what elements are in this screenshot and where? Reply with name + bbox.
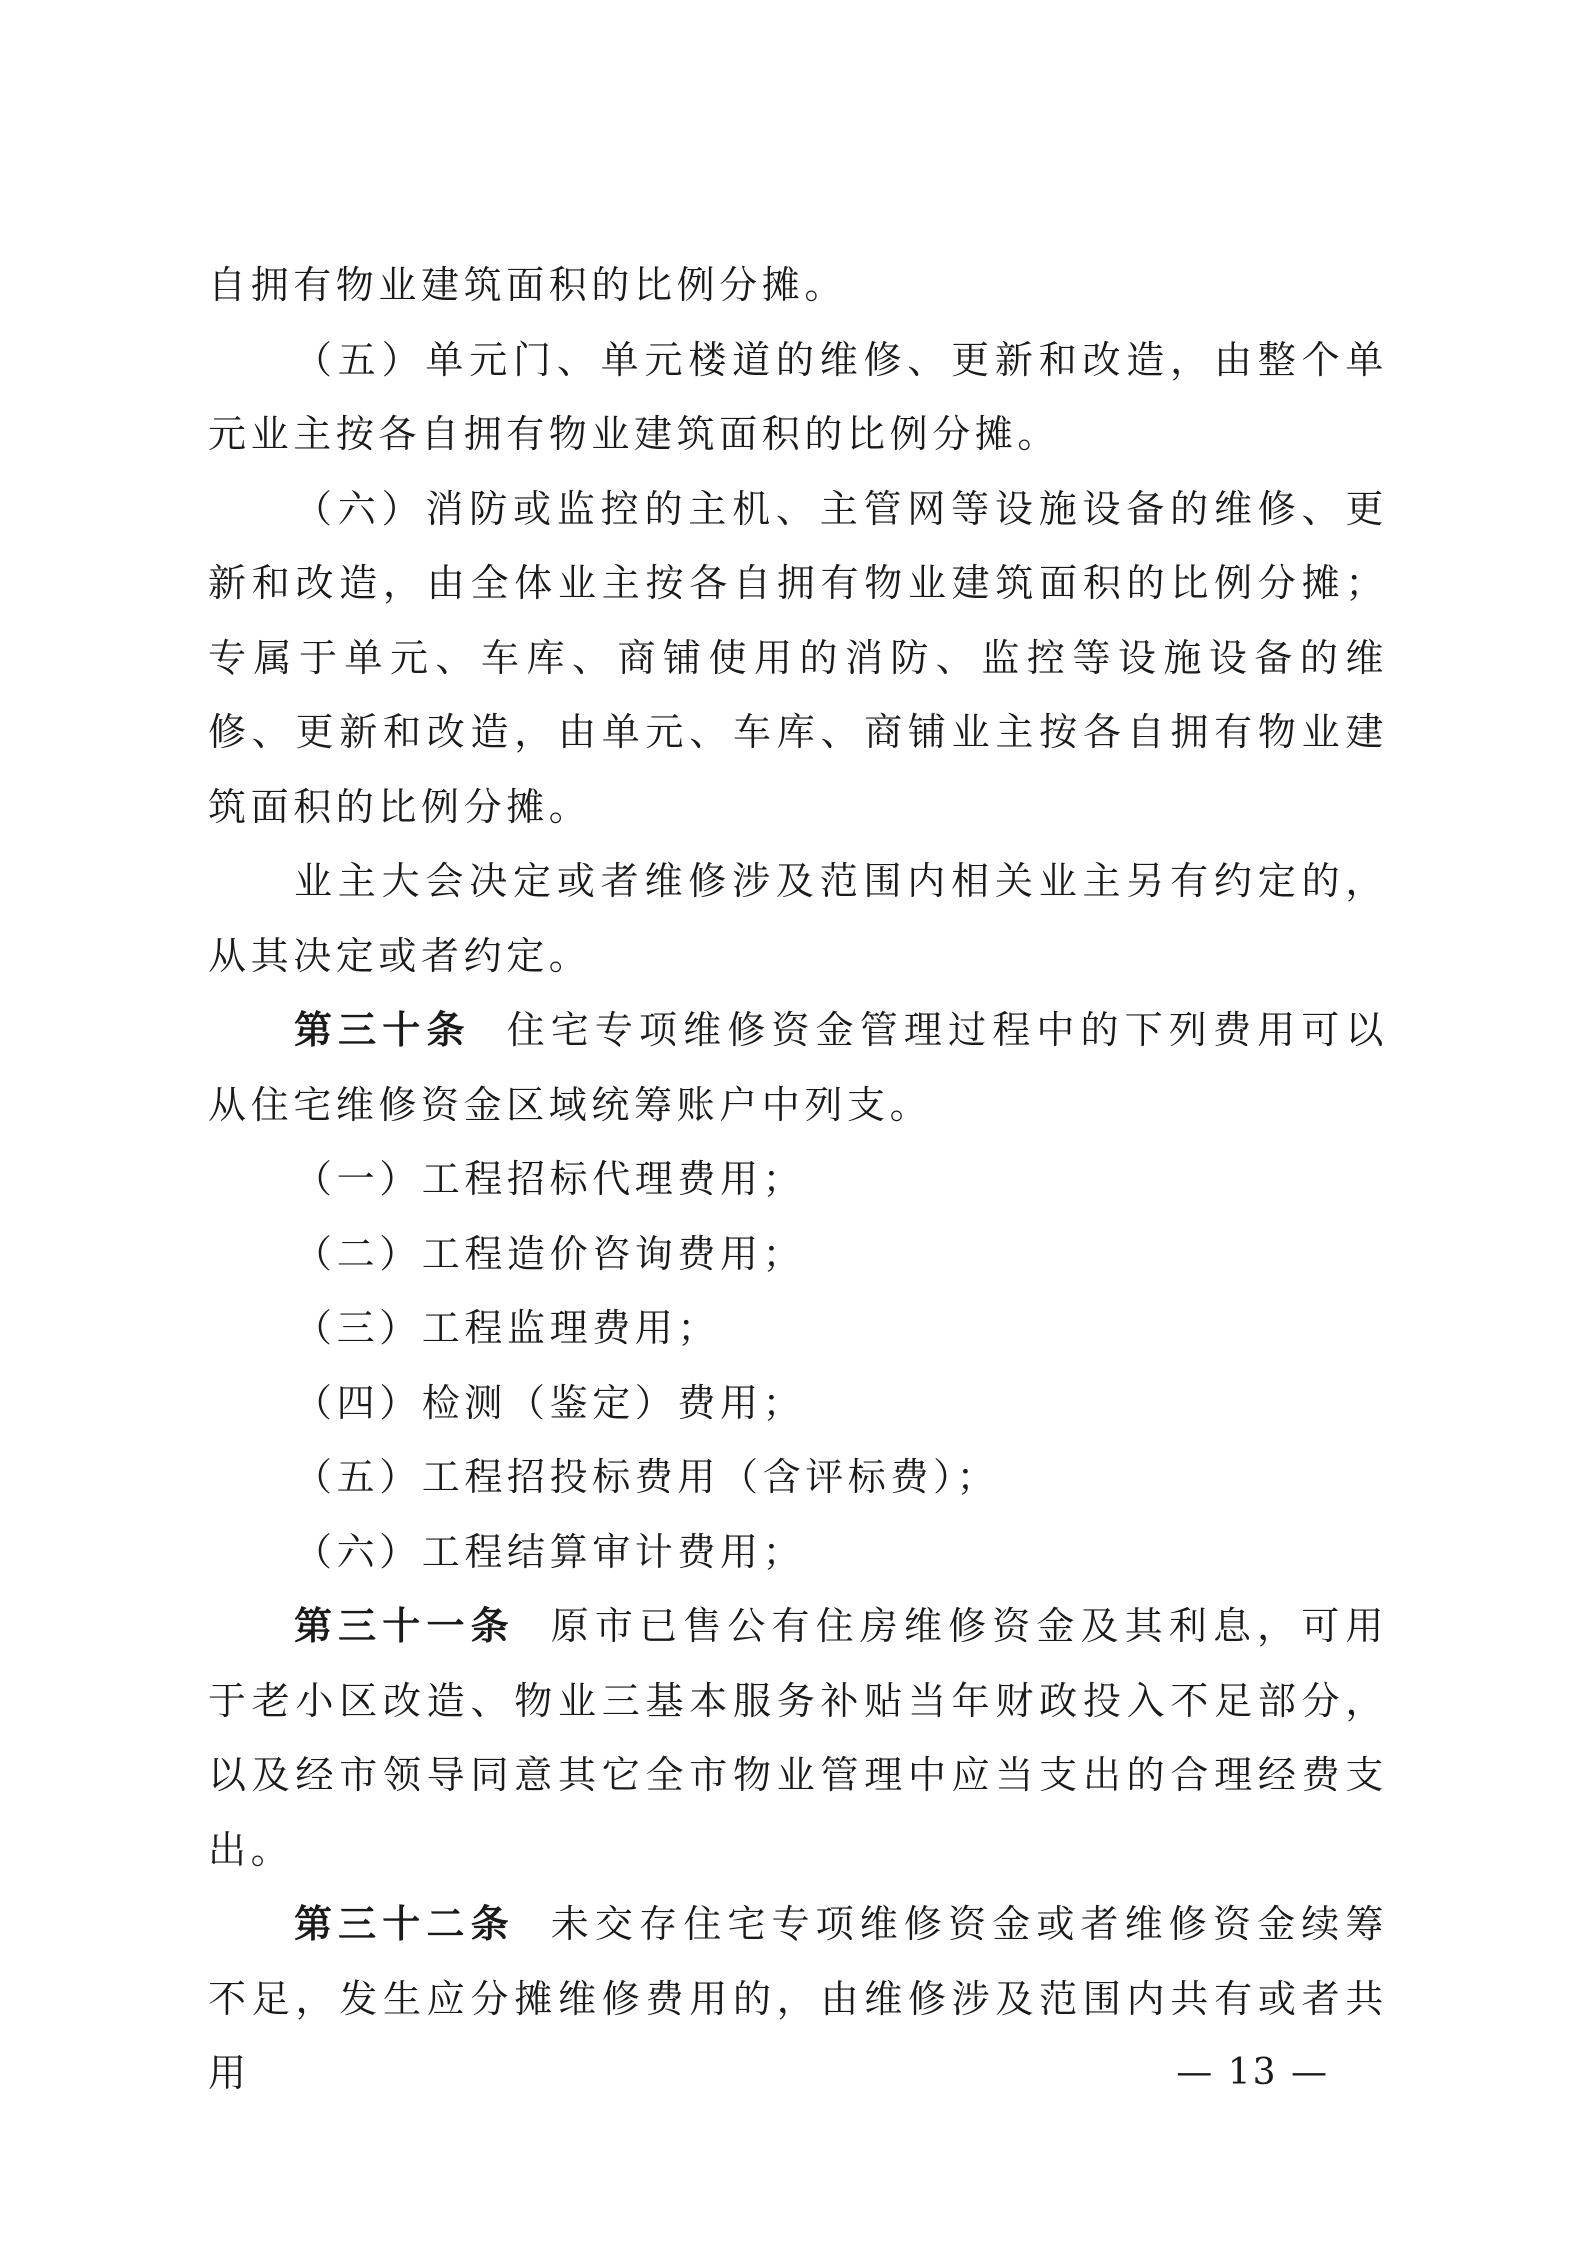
article-30-item: （一）工程招标代理费用； bbox=[294, 1157, 806, 1201]
article-31-text: 原市已售公有住房维修资金及其利息，可用于老小区改造、物业三基本服务补贴当年财政投入不足部分，以及经市领导同意其它全市物业管理中应当支出的合理经费支出。 bbox=[208, 1604, 1388, 1872]
article-30-item: （四）检测（鉴定）费用； bbox=[294, 1380, 806, 1425]
article-30 bbox=[208, 993, 1388, 1142]
paragraph-item-five: （五）单元门、单元楼道的维修、更新和改造，由整个单元业主按各自拥有物业建筑面积的比例分摊。 bbox=[208, 337, 1388, 456]
page-number: — 13 — bbox=[1176, 2052, 1329, 2093]
article-30-item: （六）工程结算审计费用； bbox=[294, 1529, 806, 1574]
article-30-item: （二）工程造价咨询费用； bbox=[294, 1231, 806, 1276]
article-30-heading: 第三十条 bbox=[294, 1008, 471, 1052]
article-30-item: （五）工程招投标费用（含评标费）； bbox=[294, 1455, 1000, 1499]
paragraph-item-six: （六）消防或监控的主机、主管网等设施设备的维修、更新和改造，由全体业主按各自拥有物业建筑面积的比例分摊；专属于单元、车库、商铺使用的消防、监控等设施设备的维修、更新和改造，由单元、车库、商铺业主按各自拥有物业建筑面积的比例分摊。 bbox=[208, 486, 1388, 829]
article-31 bbox=[208, 1589, 1388, 1887]
article-30-item: （三）工程监理费用； bbox=[294, 1306, 721, 1350]
paragraph-owners-agreement: 业主大会决定或者维修涉及范围内相关业主另有约定的，从其决定或者约定。 bbox=[208, 859, 1388, 978]
article-32-heading: 第三十二条 bbox=[294, 1902, 515, 1946]
article-31-heading: 第三十一条 bbox=[294, 1604, 515, 1648]
article-32-text: 未交存住宅专项维修资金或者维修资金续筹不足，发生应分摊维修费用的，由维修涉及范围内共有或者共用 bbox=[208, 1902, 1388, 2095]
article-30-text: 住宅专项维修资金管理过程中的下列费用可以从住宅维修资金区域统筹账户中列支。 bbox=[208, 1008, 1388, 1127]
document-body bbox=[208, 248, 1388, 2111]
paragraph-continuation: 自拥有物业建筑面积的比例分摊。 bbox=[208, 263, 848, 307]
